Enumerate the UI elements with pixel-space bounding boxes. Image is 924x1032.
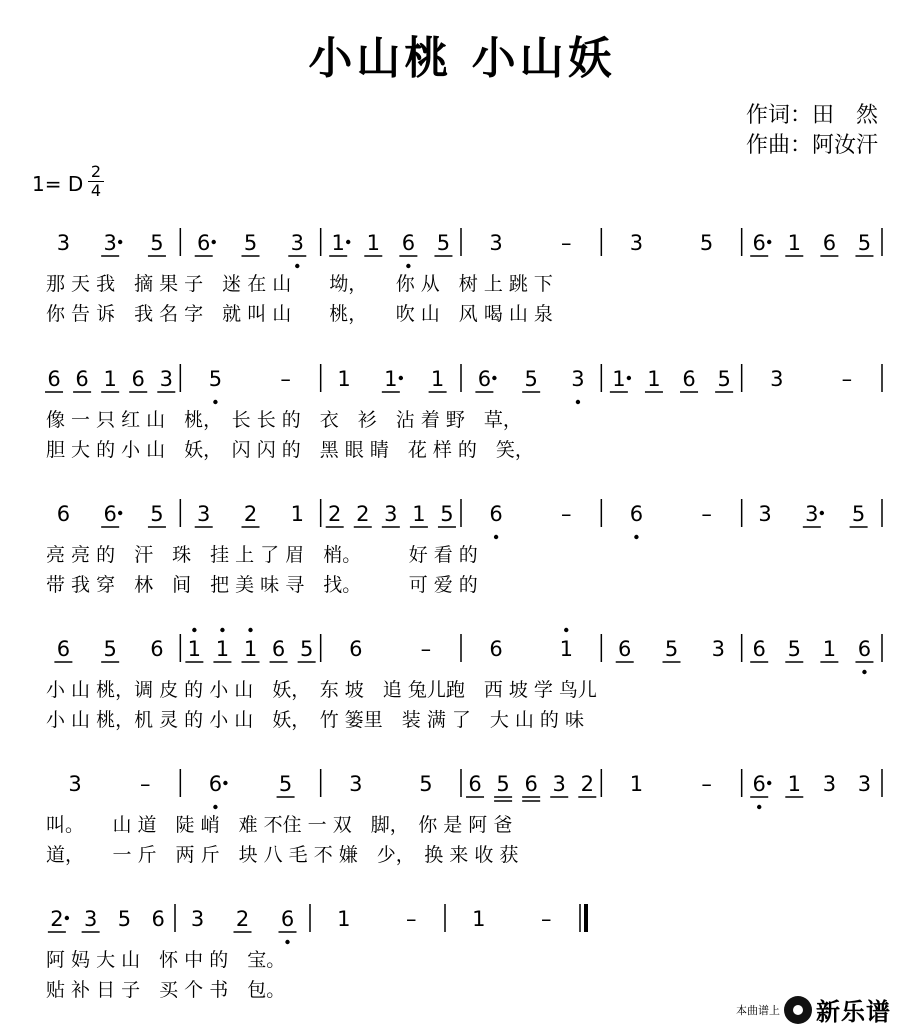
note: 6 — [56, 637, 71, 661]
note: 5 — [851, 502, 866, 526]
lower-octave-dot — [576, 400, 580, 404]
note: 3 — [711, 637, 725, 661]
footer-logo — [736, 992, 891, 1027]
note: 3 — [384, 502, 398, 526]
note: 5 — [717, 367, 731, 391]
lower-octave-dot — [494, 535, 498, 539]
note: 6 — [468, 772, 482, 796]
dash-note: – — [561, 502, 572, 526]
note: 5 — [664, 637, 679, 661]
note: 5 — [440, 502, 454, 526]
note: 5 — [278, 772, 293, 796]
note: 1 — [647, 367, 661, 391]
lyric-line: 叫。 山 道 陡 峭 难 不住 一 双 脚， 你 是 阿 爸 — [46, 814, 513, 836]
note: 1 — [243, 637, 258, 661]
time-signature-bottom: 4 — [90, 181, 102, 200]
note: 1 — [103, 367, 117, 391]
augmentation-dot — [767, 781, 771, 785]
note: 6 — [197, 231, 211, 255]
song-title: 小山桃 小山妖 — [308, 33, 616, 84]
note: 3 — [68, 772, 82, 796]
lower-octave-dot — [406, 264, 410, 268]
dash-note: – — [701, 772, 712, 796]
note: 5 — [857, 231, 872, 255]
note: 6 — [47, 367, 61, 391]
note: 5 — [419, 772, 433, 796]
note: 6 — [271, 637, 286, 661]
note: 1 — [187, 637, 202, 661]
note: 6 — [103, 502, 117, 526]
note: 1 — [412, 502, 426, 526]
lyric-line: 胆 大 的 小 山 妖， 闪 闪 的 黑 眼 睛 花 样 的 笑， — [46, 439, 534, 461]
note: 5 — [496, 772, 510, 796]
dash-note: – — [406, 907, 417, 931]
lyric-line: 带 我 穿 林 间 把 美 味 寻 找。 可 爱 的 — [46, 574, 478, 596]
note: 3 — [822, 772, 837, 796]
note: 5 — [208, 367, 223, 391]
augmentation-dot — [118, 240, 122, 244]
note: 3 — [56, 231, 71, 255]
dash-note: – — [841, 367, 853, 391]
note: 6 — [151, 907, 165, 931]
note: 1 — [472, 907, 486, 931]
lower-octave-dot — [862, 670, 866, 674]
note: 6 — [752, 772, 766, 796]
note: 2 — [356, 502, 370, 526]
note: 6 — [349, 637, 363, 661]
time-signature-top: 2 — [90, 162, 102, 181]
note: 1 — [215, 637, 230, 661]
augmentation-dot — [492, 376, 496, 380]
note: 6 — [477, 367, 492, 391]
note: 6 — [208, 772, 223, 796]
note: 6 — [618, 637, 632, 661]
note: 1 — [822, 637, 837, 661]
note: 3 — [552, 772, 566, 796]
lower-octave-dot — [634, 535, 638, 539]
lyric-line: 亮 亮 的 汗 珠 挂 上 了 眉 梢。 好 看 的 — [46, 544, 478, 566]
note: 5 — [150, 502, 164, 526]
note: 3 — [159, 367, 173, 391]
note: 1 — [559, 637, 573, 661]
dash-note: – — [561, 231, 572, 255]
note: 5 — [150, 231, 164, 255]
note: 6 — [489, 637, 503, 661]
lower-octave-dot — [295, 264, 299, 268]
note: 5 — [243, 231, 258, 255]
note: 1 — [430, 367, 445, 391]
note: 5 — [103, 637, 117, 661]
note: 6 — [822, 231, 837, 255]
lower-octave-dot — [213, 400, 217, 404]
note: 3 — [103, 231, 117, 255]
lyric-line: 小 山 桃，机 灵 的 小 山 妖， 竹 篓里 装 满 了 大 山 的 味 — [46, 709, 584, 731]
note: 3 — [571, 367, 585, 391]
lower-octave-dot — [757, 805, 761, 809]
note: 5 — [787, 637, 801, 661]
note: 2 — [235, 907, 250, 931]
note: 5 — [117, 907, 132, 931]
note: 6 — [752, 637, 766, 661]
augmentation-dot — [767, 240, 771, 244]
augmentation-dot — [118, 511, 122, 515]
note: 6 — [75, 367, 89, 391]
note: 5 — [699, 231, 714, 255]
note: 6 — [629, 502, 644, 526]
note: 5 — [524, 367, 538, 391]
note: 1 — [290, 502, 304, 526]
lyric-line: 你 告 诉 我 名 字 就 叫 山 桃， 吹 山 风 喝 山 泉 — [46, 303, 553, 325]
note: 3 — [770, 367, 784, 391]
augmentation-dot — [212, 240, 216, 244]
composer-credit: 作曲：阿汝汗 — [745, 133, 878, 158]
note: 2 — [580, 772, 594, 796]
key-signature: 1= D — [32, 172, 84, 196]
lower-octave-dot — [285, 940, 289, 944]
note: 3 — [190, 907, 205, 931]
note: 6 — [150, 637, 164, 661]
note: 3 — [197, 502, 211, 526]
note: 6 — [857, 637, 872, 661]
note: 6 — [682, 367, 696, 391]
note: 2 — [243, 502, 258, 526]
augmentation-dot — [820, 511, 824, 515]
augmentation-dot — [346, 240, 350, 244]
dash-note: – — [280, 367, 291, 391]
note: 6 — [280, 907, 295, 931]
lyricist-credit: 作词：田 然 — [745, 103, 878, 128]
note: 1 — [337, 367, 351, 391]
footer-prefix: 本曲谱上 — [736, 1003, 780, 1017]
lyric-line: 像 一 只 红 山 桃， 长 长 的 衣 衫 沾 着 野 草， — [46, 409, 522, 431]
note: 6 — [131, 367, 145, 391]
upper-octave-dot — [564, 628, 568, 632]
dash-note: – — [541, 907, 552, 931]
note: 5 — [436, 231, 451, 255]
lower-octave-dot — [213, 805, 217, 809]
note: 1 — [629, 772, 644, 796]
note: 6 — [524, 772, 538, 796]
upper-octave-dot — [192, 628, 196, 632]
note: 5 — [299, 637, 314, 661]
note: 3 — [758, 502, 772, 526]
augmentation-dot — [627, 376, 631, 380]
augmentation-dot — [399, 376, 403, 380]
note: 1 — [337, 907, 351, 931]
note: 2 — [50, 907, 64, 931]
lyric-line: 那 天 我 摘 果 子 迷 在 山 坳， 你 从 树 上 跳 下 — [46, 273, 553, 295]
note: 1 — [612, 367, 626, 391]
note: 1 — [384, 367, 398, 391]
upper-octave-dot — [220, 628, 224, 632]
note: 1 — [787, 231, 801, 255]
augmentation-dot — [65, 916, 69, 920]
note: 3 — [857, 772, 872, 796]
note: 1 — [331, 231, 345, 255]
note: 2 — [328, 502, 342, 526]
footer-brand: 新乐谱 — [816, 998, 891, 1026]
note: 3 — [629, 231, 644, 255]
note: 6 — [56, 502, 71, 526]
augmentation-dot — [223, 781, 227, 785]
note: 6 — [401, 231, 416, 255]
lyric-line: 阿 妈 大 山 怀 中 的 宝。 — [46, 949, 286, 971]
dash-note: – — [701, 502, 712, 526]
dash-note: – — [420, 637, 432, 661]
note: 3 — [489, 231, 503, 255]
note: 1 — [787, 772, 801, 796]
lyric-line: 贴 补 日 子 买 个 书 包。 — [46, 979, 286, 1001]
note: 3 — [290, 231, 304, 255]
note: 3 — [83, 907, 98, 931]
note: 6 — [752, 231, 766, 255]
dash-note: – — [140, 772, 151, 796]
note: 3 — [805, 502, 819, 526]
record-disc-icon — [784, 996, 812, 1024]
note: 3 — [349, 772, 363, 796]
note: 6 — [489, 502, 503, 526]
note: 1 — [366, 231, 380, 255]
upper-octave-dot — [248, 628, 252, 632]
lyric-line: 道， 一 斤 两 斤 块 八 毛 不 嫌 少， 换 来 收 获 — [46, 844, 519, 866]
lyric-line: 小 山 桃，调 皮 的 小 山 妖， 东 坡 追 兔儿跑 西 坡 学 鸟儿 — [46, 679, 597, 701]
